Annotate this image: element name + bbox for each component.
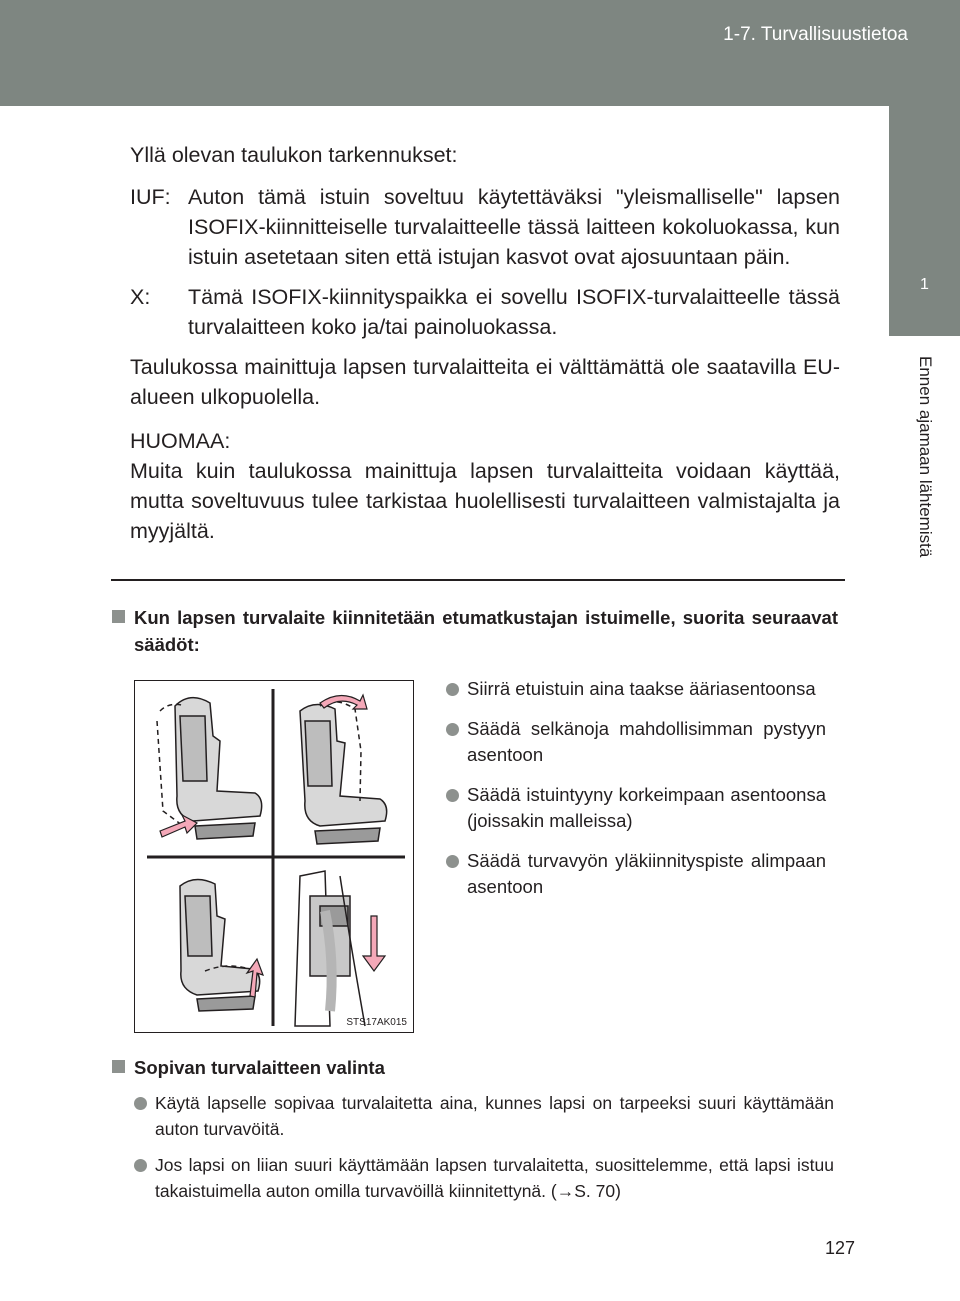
selection-list bbox=[134, 1090, 834, 1214]
seat-adjustment-illustration bbox=[134, 680, 414, 1033]
round-bullet-icon bbox=[134, 1097, 147, 1110]
chapter-title: 1-7. Turvallisuustietoa bbox=[723, 24, 908, 45]
adjustment-list bbox=[446, 676, 826, 914]
square-bullet-icon bbox=[112, 1060, 125, 1073]
square-bullet-icon bbox=[112, 610, 125, 623]
list-item: Säädä selkänoja mahdollisimman pystyyn asentoon bbox=[446, 716, 826, 768]
round-bullet-icon bbox=[446, 683, 459, 696]
chapter-side-label-text: Ennen ajamaan lähtemistä bbox=[916, 356, 935, 558]
section-heading-text: Kun lapsen turvalaite kiinnitetään etumatkustajan istuimelle, suorita seuraavat säädöt: bbox=[134, 607, 838, 655]
availability-text: Taulukossa mainittuja lapsen turvalaitteita ei välttämättä ole saatavilla EU-alueen ulkopuolella. bbox=[130, 355, 840, 409]
section-heading-text: Sopivan turvalaitteen valinta bbox=[134, 1057, 385, 1078]
chapter-tab bbox=[889, 106, 960, 336]
section-heading-adjustments bbox=[112, 604, 838, 658]
round-bullet-icon bbox=[446, 723, 459, 736]
definition-text: Auton tämä istuin soveltuu käytettäväksi "yleismalliselle" lapsen ISOFIX-kiinnitteiselle turvalaitteelle tässä laitteen kokoluokassa, kun istuin asetetaan siten että istujan kasvot ovat ajosuuntaan päin. bbox=[188, 185, 840, 269]
list-item: Säädä istuintyyny korkeimpaan asentoonsa (joissakin malleissa) bbox=[446, 782, 826, 834]
lower-arrow-icon bbox=[363, 916, 385, 971]
list-item: Käytä lapselle sopivaa turvalaitetta aina, kunnes lapsi on tarpeeksi suuri käyttämään auton turvavöitä. bbox=[134, 1090, 834, 1142]
main-content bbox=[130, 140, 840, 546]
page-header bbox=[0, 0, 960, 106]
definition-term: X: bbox=[130, 285, 151, 309]
definition-x bbox=[130, 282, 840, 342]
seat-cushion-height-icon bbox=[180, 879, 260, 1011]
definition-text: Tämä ISOFIX-kiinnityspaikka ei sovellu ISOFIX-turvalaitteelle tässä turvalaitteen koko ja/tai painoluokassa. bbox=[188, 285, 840, 339]
chapter-side-label bbox=[889, 336, 960, 586]
list-item: Säädä turvavyön yläkiinnityspiste alimpaan asentoon bbox=[446, 848, 826, 900]
round-bullet-icon bbox=[134, 1159, 147, 1172]
round-bullet-icon bbox=[446, 855, 459, 868]
definition-term: IUF: bbox=[130, 185, 171, 209]
illustration-code: STS17AK015 bbox=[346, 1017, 407, 1028]
page-number: 127 bbox=[825, 1238, 856, 1258]
note-label: HUOMAA: bbox=[130, 429, 231, 453]
belt-anchor-icon bbox=[295, 871, 365, 1026]
list-item: Siirrä etuistuin aina taakse ääriasentoonsa bbox=[446, 676, 826, 702]
chapter-number: 1 bbox=[920, 276, 929, 293]
seat-recline-upright-icon bbox=[300, 702, 387, 844]
round-bullet-icon bbox=[446, 789, 459, 802]
section-divider bbox=[111, 579, 845, 581]
list-item: Jos lapsi on liian suuri käyttämään lapsen turvalaitetta, suosittelemme, että lapsi istuu takaistuimella auton omilla turvavöillä kiinnitettynä. (→S. 70) bbox=[134, 1152, 834, 1204]
note-text: Muita kuin taulukossa mainittuja lapsen turvalaitteita voidaan käyttää, mutta soveltuvuus tulee tarkistaa huolellisesti turvalaitteen valmistajalta ja myyjältä. bbox=[130, 459, 840, 543]
section-heading-selection bbox=[112, 1054, 838, 1081]
definition-iuf bbox=[130, 182, 840, 272]
intro-text: Yllä olevan taulukon tarkennukset: bbox=[130, 143, 458, 167]
seat-slide-back-icon bbox=[157, 698, 262, 839]
